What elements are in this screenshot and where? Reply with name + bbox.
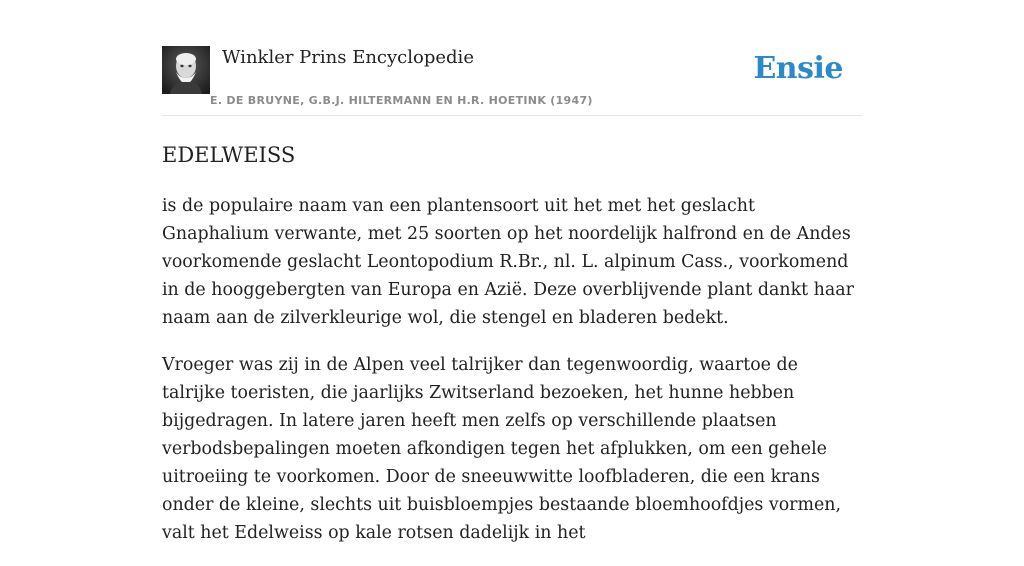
article-title: EDELWEISS xyxy=(162,143,296,167)
article-paragraph-1: is de populaire naam van een plantensoort uit het met het geslacht Gnaphalium verwante, met 25 soorten op het noordelijk halfrond en de Andes voorkomende geslacht Leontopodium R.Br., nl. L. alpinum Cass., voorkomend in de hooggebergten van Europa en Azië. Deze overblijvende plant dankt haar naam aan de zilverkleurige wol, die stengel en bladeren bedekt. xyxy=(162,196,854,328)
source-authors: E. DE BRUYNE, G.B.J. HILTERMANN EN H.R. HOETINK (1947) xyxy=(210,94,593,107)
article-body xyxy=(162,192,862,566)
author-portrait-icon xyxy=(162,46,210,94)
ensie-logo[interactable]: Ensie xyxy=(753,51,843,86)
source-header xyxy=(162,46,862,116)
source-name[interactable]: Winkler Prins Encyclopedie xyxy=(222,47,474,68)
author-avatar[interactable] xyxy=(162,46,210,94)
article-paragraph-2: Vroeger was zij in de Alpen veel talrijker dan tegenwoordig, waartoe de talrijke toeristen, die jaarlijks Zwitserland bezoeken, het hunne hebben bijgedragen. In latere jaren heeft men zelfs op verschillende plaatsen verbodsbepalingen moeten afkondigen tegen het afplukken, om een gehele uitroeiing te voorkomen. Door de sneeuwwitte loofbladeren, die een krans onder de kleine, slechts uit buisbloempjes bestaande bloemhoofdjes vormen, valt het Edelweiss op kale rotsen dadelijk in het xyxy=(162,355,841,543)
